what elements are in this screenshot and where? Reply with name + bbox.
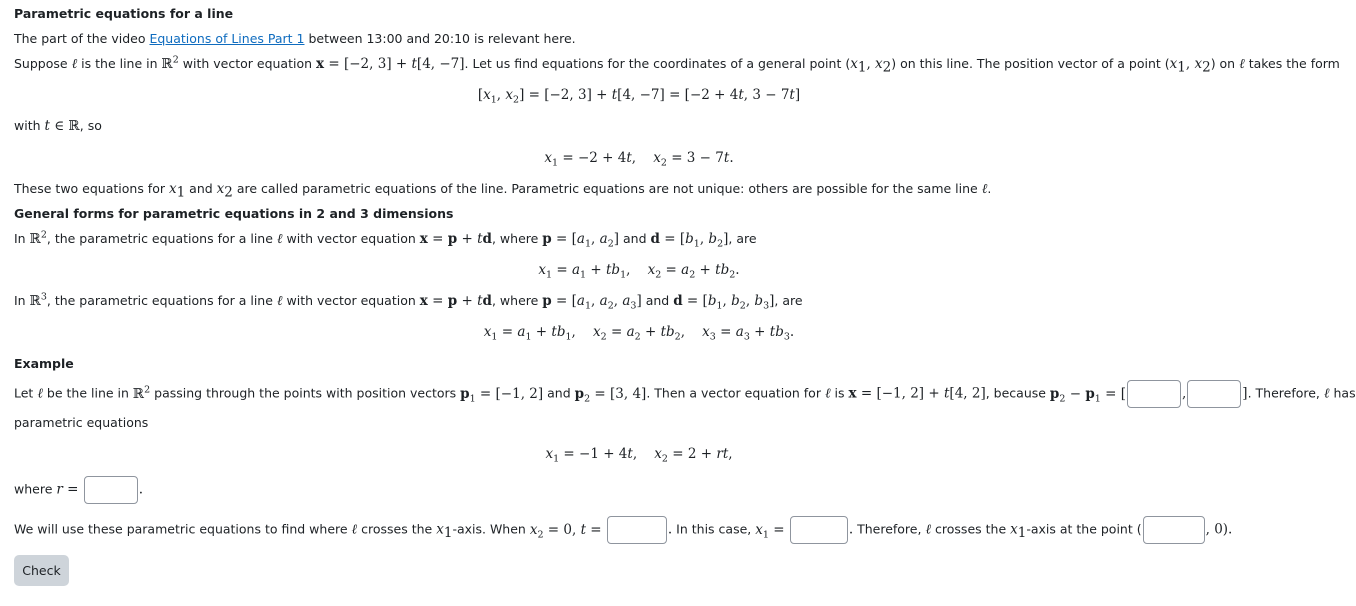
intro-text: The part of the video Equations of Lines Part 1 between 13:00 and 20:10 is relevant here. — [14, 31, 576, 46]
p2-minus-p1-first-input[interactable] — [1127, 380, 1181, 408]
display-example-equations: $x_1 = -1 + 4t$, $x_2 = 2$ + rt, — [545, 446, 733, 465]
para-suppose: Suppose ℓ is the line in ℝ$^2$ with vector equation x = [−2, 3] + t[4, −7]. Let us find equations for the coordinates of a general point ($x_1$, $x_2$) on this line. The position vector of a point ($x_1$, $x_2$) on ℓ takes the form — [14, 54, 1340, 76]
check-button[interactable]: Check — [14, 555, 69, 586]
example-text-2: parametric equations — [14, 415, 149, 430]
example-text-1: Let ℓ be the line in ℝ$^2$ passing through the points with position vectors $p_1 = [-1$, 2] and $p_2 = [3$, 4]. Then a vector equation for ℓ is x = [−1, 2] + t[4, 2], because $p_2 - p_1$ = [ , ]. Therefore, ℓ has — [14, 380, 1356, 408]
para-parametric-intro: These two equations for $x_1$ and $x_2$ are called parametric equations of the line. Parametric equations are not unique: others are possible for the same line ℓ. — [14, 181, 992, 201]
p2-minus-p1-second-input[interactable] — [1187, 380, 1241, 408]
video-link[interactable]: Equations of Lines Part 1 — [149, 31, 305, 46]
display-equation-1: [$x_1$, $x_2] = [-2$, 3] + t[4, −7] = [−2 + 4t, 3 − 7t] — [477, 87, 801, 106]
with-t-text: with t ∈ ℝ, so — [14, 118, 102, 134]
example-heading: Example — [14, 356, 74, 371]
general-3d-text: In ℝ$^3$, the parametric equations for a line ℓ with vector equation x = p + td, where $p = [a_1$, $a_2$, $a_3$] and $d = [b_1$, $b_2$, $b_3$], are — [14, 291, 803, 312]
display-general-3d: $x_1 = a_1 + tb_1$, $x_2 = a_2 + tb_2$, $x_3 = a_3 + tb_3$. — [483, 324, 795, 343]
where-r-text: where r = . — [14, 476, 143, 504]
general-2d-text: In ℝ$^2$, the parametric equations for a line ℓ with vector equation x = p + td, where $p = [a_1$, $a_2$] and $d = [b_1$, $b_2$], are — [14, 229, 757, 250]
r-input[interactable] — [84, 476, 138, 504]
crossing-text: We will use these parametric equations to find where ℓ crosses the $x_1$-axis. When $x_2 = 0$, t = . In this case, $x_1$ = . Therefore, ℓ crosses the $x_1$-axis at the point ( , 0). — [14, 516, 1232, 544]
crossing-point-input[interactable] — [1143, 516, 1205, 544]
display-general-2d: $x_1 = a_1 + tb_1$, $x_2 = a_2 + tb_2$. — [538, 262, 740, 281]
display-equation-2: $x_1 = -2 + 4t$, $x_2 = 3 - 7t$. — [544, 150, 734, 169]
page-title: Parametric equations for a line — [14, 6, 234, 21]
general-forms-heading: General forms for parametric equations in 2 and 3 dimensions — [14, 206, 454, 221]
t-input[interactable] — [607, 516, 667, 544]
x1-input[interactable] — [790, 516, 848, 544]
